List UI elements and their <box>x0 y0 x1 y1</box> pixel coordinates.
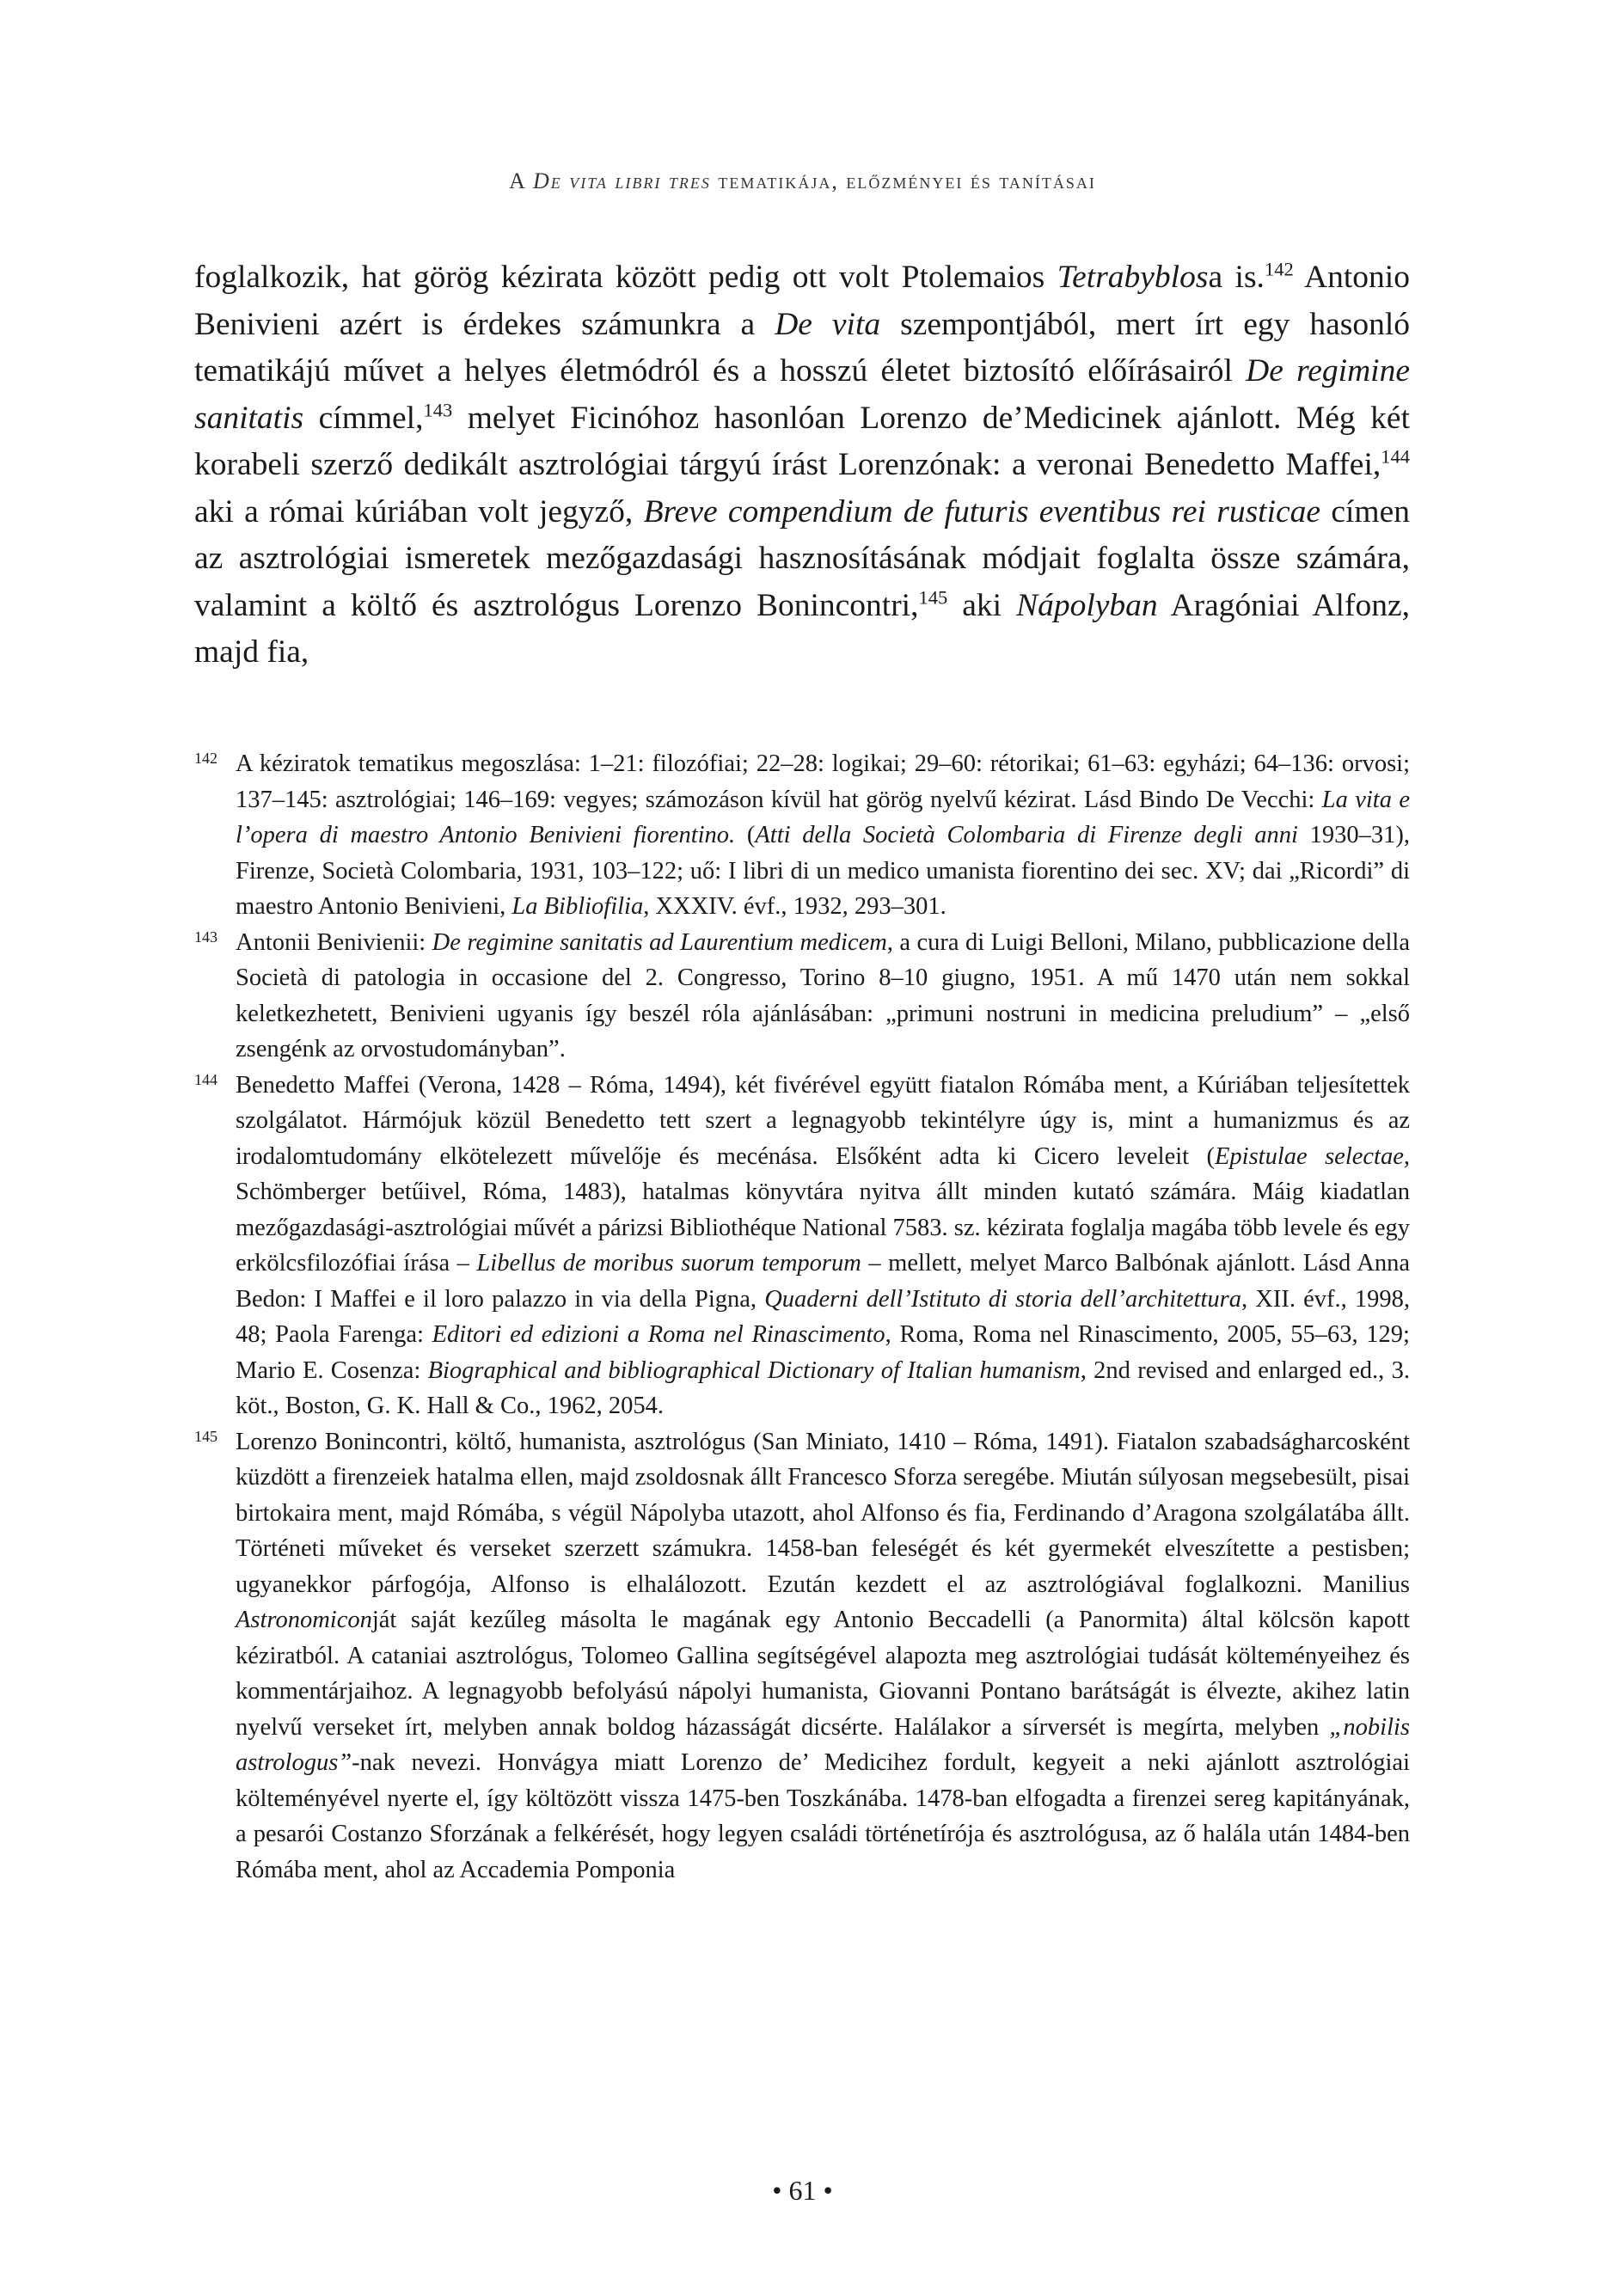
footnote-ref-142[interactable]: 142 <box>1264 258 1294 280</box>
body-text-segment: aki a római kúriában volt jegyző, <box>194 493 644 530</box>
footnote-text: – mellett, melyet Marco Balbónak ajánlott. Lásd Anna Bedon: I Maffei e il loro palazzo in via della Pigna, <box>236 1250 1410 1313</box>
footnote-italic: La vita e l’opera di maestro Antonio Benivieni fiorentino. <box>236 786 1410 848</box>
footnote-italic: Quaderni dell’Istituto di storia dell’architettura <box>764 1285 1241 1313</box>
footnote-text: a cura di Luigi Belloni, Milano, pubblicazione della Società di patologia in occasione del 2. Congresso, Torino 8–10 giugno, 1951. A mű 1470 után nem sokkal keletkezhetett, Benivieni ugyanis így beszél róla ajánlásában: „primuni nostruni in medicina preludium” – „első zsengénk az orvostudományban”. <box>236 928 1410 1062</box>
footnote-number: 145 <box>194 1427 217 1445</box>
footnote-text: Lorenzo Bonincontri, költő, humanista, asztrológus (San Miniato, 1410 – Róma, 1491). Fiatalon szabadságharcosként küzdött a firenzeiek hatalma ellen, majd zsoldosnak állt Francesco Sforza seregébe. Miután súlyosan megsebesült, pisai birtokaira ment, majd Rómába, s végül Nápolyba utazott, ahol Alfonso és fia, Ferdinando d’Aragona szolgálatába állt. Történeti műveket és verseket szerzett számukra. 1458-ban feleségét és két gyermekét elveszítette a pestisben; ugyanekkor párfogója, Alfonso is elhalálozott. Ezután kezdett el az asztrológiával foglalkozni. Manilius <box>236 1428 1410 1598</box>
footnote-143 <box>194 925 1410 1068</box>
footnote-ref-145[interactable]: 145 <box>918 586 948 608</box>
footnote-text: ( <box>735 822 756 848</box>
footnote-text: , 2nd revised and enlarged ed., 3. köt., Boston, G. K. Hall & Co., 1962, 2054. <box>236 1356 1410 1419</box>
footnote-145 <box>194 1424 1410 1889</box>
body-italic-segment: Nápolyban <box>1016 587 1158 623</box>
footnote-text: , XII. évf., 1998, 48; Paola Farenga: <box>236 1285 1410 1348</box>
body-text-segment: a is. <box>1208 260 1265 295</box>
footnote-text: ját saját kezűleg másolta le magának egy Antonio Beccadelli (a Panormita) által kölcsön kapott kéziratból. A cataniai asztrológus, Tolomeo Gallina segítségével alapozta meg asztrológiai tudását költeményeihez és kommentárjaihoz. A legnagyobb befolyású nápolyi humanista, Giovanni Pontano barátságát is élvezte, akihez latin nyelvű verseket írt, melyben annak boldog házasságát dicsérte. Halálakor a sírversét is megírta, melyben <box>236 1607 1410 1741</box>
footnote-italic: Atti della Società Colombaria di Firenze degli anni <box>755 822 1298 848</box>
footnote-number: 144 <box>194 1070 217 1088</box>
footnote-ref-144[interactable]: 144 <box>1381 445 1410 468</box>
body-text-segment: szempontjából, mert írt egy hasonló tematikájú művet a helyes életmódról és a hosszú életet biztosító előírásairól <box>194 306 1411 389</box>
footnote-text: A kéziratok tematikus megoszlása: 1–21: filozófiai; 22–28: logikai; 29–60: rétorikai; 61–63: egyházi; 64–136: orvosi; 137–145: asztrológiai; 146–169: vegyes; számozáson kívül hat görög nyelvű kézirat. Lásd Bindo De Vecchi: <box>236 750 1410 813</box>
footnote-144 <box>194 1068 1410 1424</box>
footnote-italic: Astronomicon <box>236 1607 372 1633</box>
body-text-segment: foglalkozik, hat görög kézirata között pedig ott volt Ptolemaios <box>194 260 1057 295</box>
footnote-text: 1930–31), Firenze, Società Colombaria, 1931, 103–122; uő: I libri di un medico umanista fiorentino dei sec. XV; dai „Ricordi” di maestro Antonio Benivieni, <box>236 822 1410 920</box>
body-text-segment: címen az asztrológiai ismeretek mezőgazdasági hasznosításának módjait foglalta össze számára, valamint a költő és asztrológus Lorenzo Bonincontri, <box>194 493 1410 623</box>
body-text-segment: Aragóniai Alfonz, majd fia, <box>194 587 1410 670</box>
body-italic-segment: De vita <box>775 306 881 342</box>
running-head-rest: tematikája, előzményei és tanításai <box>710 168 1096 193</box>
footnote-text: Schömberger betűivel, Róma, 1483), hatalmas könyvtára nyitva állt minden kutató számára. Máig kiadatlan mezőgazdasági-asztrológiai művét a párizsi Bibliothéque National 7583. sz. kézirata foglalja magába több levele és egy erkölcsfilozófiai írása – <box>236 1179 1410 1277</box>
body-italic-segment: Tetrabyblos <box>1057 260 1209 295</box>
body-text-segment: Antonio Benivieni azért is érdekes számunkra a <box>194 260 1410 342</box>
body-text-segment: aki <box>947 587 1017 623</box>
footnote-italic: Editori ed edizioni a Roma nel Rinascimento <box>432 1321 885 1348</box>
footnote-text: , Roma, Roma nel Rinascimento, 2005, 55–63, 129; Mario E. Cosenza: <box>236 1321 1410 1384</box>
body-paragraph <box>194 254 1410 677</box>
footnote-text: Benedetto Maffei (Verona, 1428 – Róma, 1494), két fivérével együtt fiatalon Rómába ment, a Kúriában teljesítettek szolgálatot. Hármójuk közül Benedetto tett szert a legnagyobb tekintélyre úgy is, mint a humanizmus és az irodalomtudomány elkötelezett művelője és mecénása. Elsőként adta ki Cicero leveleit ( <box>236 1071 1410 1170</box>
footnote-number: 143 <box>194 928 217 946</box>
running-head <box>0 168 1605 194</box>
footnote-text: , XXXIV. évf., 1932, 293–301. <box>643 893 946 920</box>
page-number: • 61 • <box>772 2175 833 2206</box>
footnote-italic: De regimine sanitatis ad Laurentium medicem, <box>432 928 893 956</box>
body-italic-segment: De regimine sanitatis <box>194 353 1410 436</box>
body-italic-segment: Breve compendium de futuris eventibus rei rusticae <box>643 493 1321 530</box>
body-text-segment: címmel, <box>303 400 424 436</box>
footnote-italic: „nobilis astrologus” <box>236 1713 1410 1776</box>
footnote-ref-143[interactable]: 143 <box>423 399 453 420</box>
footnote-italic: La Bibliofilia <box>512 893 644 920</box>
footnote-number: 142 <box>194 750 217 767</box>
footnote-142 <box>194 746 1410 925</box>
footnotes-section <box>194 746 1410 1888</box>
footnote-text: -nak nevezi. Honvágya miatt Lorenzo de’ Medicihez fordult, kegyeit a neki ajánlott asztrológiai költeményével nyerte el, így költözött vissza 1475-ben Toszkánába. 1478-ban elfogadta a firenzei sereg kapitányának, a pesarói Costanzo Sforzának a felkérését, hogy legyen családi történetírója és asztrológusa, az ő halála után 1484-ben Rómába ment, ahol az Accademia Pomponia <box>236 1749 1410 1883</box>
running-head-prefix: A <box>509 168 533 193</box>
footnote-text: Antonii Benivienii: <box>236 928 432 956</box>
footnote-italic: Epistulae selectae, <box>1215 1142 1410 1170</box>
footnote-italic: Biographical and bibliographical Dictionary of Italian humanism <box>427 1356 1081 1384</box>
body-text-segment: melyet Ficinóhoz hasonlóan Lorenzo de’Medicinek ajánlott. Még két korabeli szerző dedikált asztrológiai tárgyú írást Lorenzónak: a veronai Benedetto Maffei, <box>194 400 1410 482</box>
running-head-title: De vita libri tres <box>532 168 711 193</box>
footnote-italic: Libellus de moribus suorum temporum <box>476 1250 861 1277</box>
